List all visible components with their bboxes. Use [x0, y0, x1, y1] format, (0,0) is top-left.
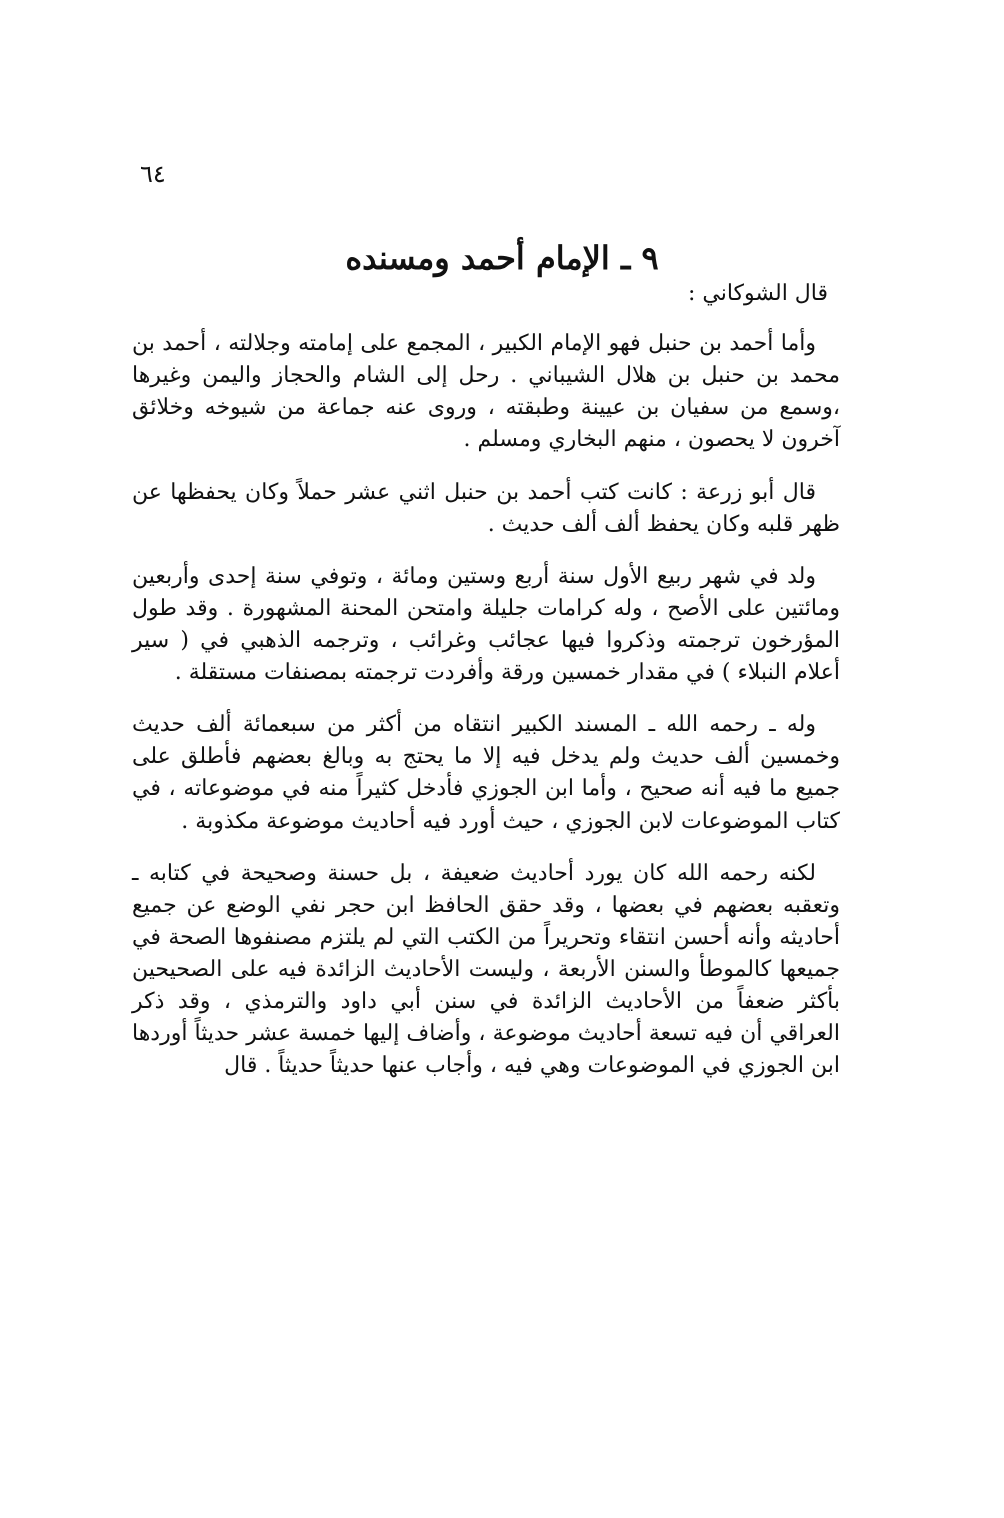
- paragraph: ولد في شهر ربيع الأول سنة أربع وستين ومائة ، وتوفي سنة إحدى وأربعين ومائتين على الأصح ، وله كرامات جليلة وامتحن المحنة المشهورة . وقد طول المؤرخون ترجمته وذكروا فيها عجائب وغرائب ، وترجمه الذهبي في ( سير أعلام النبلاء ) في مقدار خمسين ورقة وأفردت ترجمته بمصنفات مستقلة .: [132, 563, 840, 686]
- chapter-title: ٩ ـ الإمام أحمد ومسنده: [345, 239, 659, 278]
- intro-line: قال الشوكاني :: [687, 281, 828, 306]
- paragraph: وأما أحمد بن حنبل فهو الإمام الكبير ، المجمع على إمامته وجلالته ، أحمد بن محمد بن حنبل بن هلال الشيباني . رحل إلى الشام والحجاز واليمن وغيرها ،وسمع من سفيان بن عيينة وطبقته ، وروى عنه جماعة من شيوخه وخلائق آخرون لا يحصون ، منهم البخاري ومسلم .: [132, 331, 840, 453]
- page-number: ٦٤: [140, 160, 166, 188]
- page-body: [132, 278, 840, 1102]
- paragraph: لكنه رحمه الله كان يورد أحاديث ضعيفة ، بل حسنة وصحيحة في كتابه ـ وتعقبه بعضهم في بعضها ، وقد حقق الحافظ ابن حجر نفي الوضع عن جميع أحاديثه وأنه أحسن انتقاء وتحريراً من الكتب التي لم يلتزم مصنفوها الصحة في جميعها كالموطأ والسنن الأربعة ، وليست الأحاديث الزائدة فيه على الصحيحين بأكثر ضعفاً من الأحاديث الزائدة في سنن أبي داود والترمذي ، وقد ذكر العراقي أن فيه تسعة أحاديث موضوعة ، وأضاف إليها خمسة عشر حديثاً أوردها ابن الجوزي في الموضوعات وهي فيه ، وأجاب عنها حديثاً حديثاً . قال: [132, 860, 840, 1079]
- paragraph: قال أبو زرعة : كانت كتب أحمد بن حنبل اثني عشر حملاً وكان يحفظها عن ظهر قلبه وكان يحفظ ألف ألف حديث .: [132, 479, 840, 537]
- paragraph: وله ـ رحمه الله ـ المسند الكبير انتقاه من أكثر من سبعمائة ألف حديث وخمسين ألف حديث ولم يدخل فيه إلا ما يحتج به وبالغ بعضهم فأطلق على جميع ما فيه أنه صحيح ، وأما ابن الجوزي فأدخل كثيراً منه في موضوعاته ، في كتاب الموضوعات لابن الجوزي ، حيث أورد فيه أحاديث موضوعة مكذوبة .: [132, 712, 840, 834]
